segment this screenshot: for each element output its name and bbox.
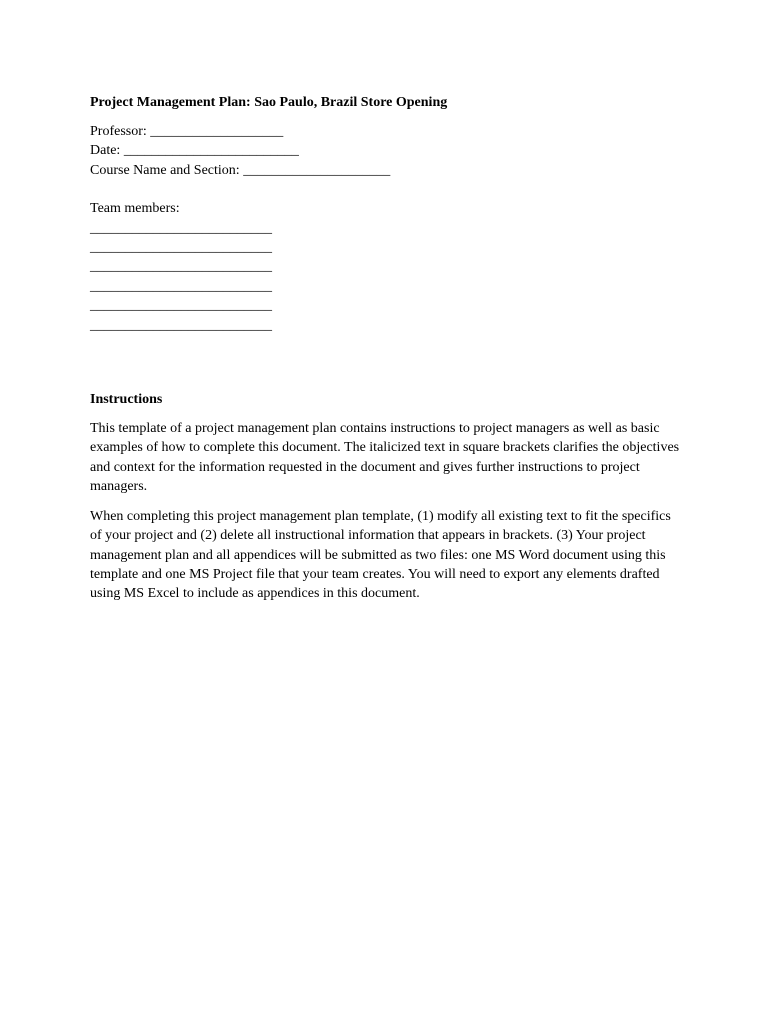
team-member-line: __________________________ <box>90 240 272 256</box>
document-body <box>90 93 680 604</box>
team-member-line: __________________________ <box>90 298 272 314</box>
date-blank: _________________________ <box>123 143 299 159</box>
professor-blank: ___________________ <box>150 124 284 139</box>
team-members-heading: Team members: <box>90 201 180 217</box>
team-member-line: __________________________ <box>90 278 272 294</box>
professor-label: Professor: <box>90 124 147 139</box>
instructions-paragraph-1: This template of a project management plan contains instructions to project managers as well as basic examples of how to complete this document. The italicized text in square brackets clarifies the objectives and context for the information requested in the document and gives further instructions to project managers. <box>90 421 680 495</box>
instructions-heading: Instructions <box>90 392 163 408</box>
document-title: Project Management Plan: Sao Paulo, Brazil Store Opening <box>90 95 448 110</box>
date-label: Date: <box>90 143 121 159</box>
course-field <box>90 161 680 180</box>
header-fields <box>90 122 680 180</box>
professor-field <box>90 122 680 141</box>
date-field <box>90 141 680 160</box>
instructions-paragraph-2: When completing this project management plan template, (1) modify all existing text to fit the specifics of your project and (2) delete all instructional information that appears in brackets. (3) Your project management plan and all appendices will be submitted as two files: one MS Word document using this template and one MS Project file that your team creates. You will need to export any elements drafted using MS Excel to include as appendices in this document. <box>90 508 671 602</box>
team-member-line: __________________________ <box>90 259 272 275</box>
team-members-list <box>90 219 680 335</box>
team-member-line: __________________________ <box>90 317 272 333</box>
course-blank: _____________________ <box>243 162 391 178</box>
course-label: Course Name and Section: <box>90 162 240 178</box>
team-member-line: __________________________ <box>90 220 272 236</box>
